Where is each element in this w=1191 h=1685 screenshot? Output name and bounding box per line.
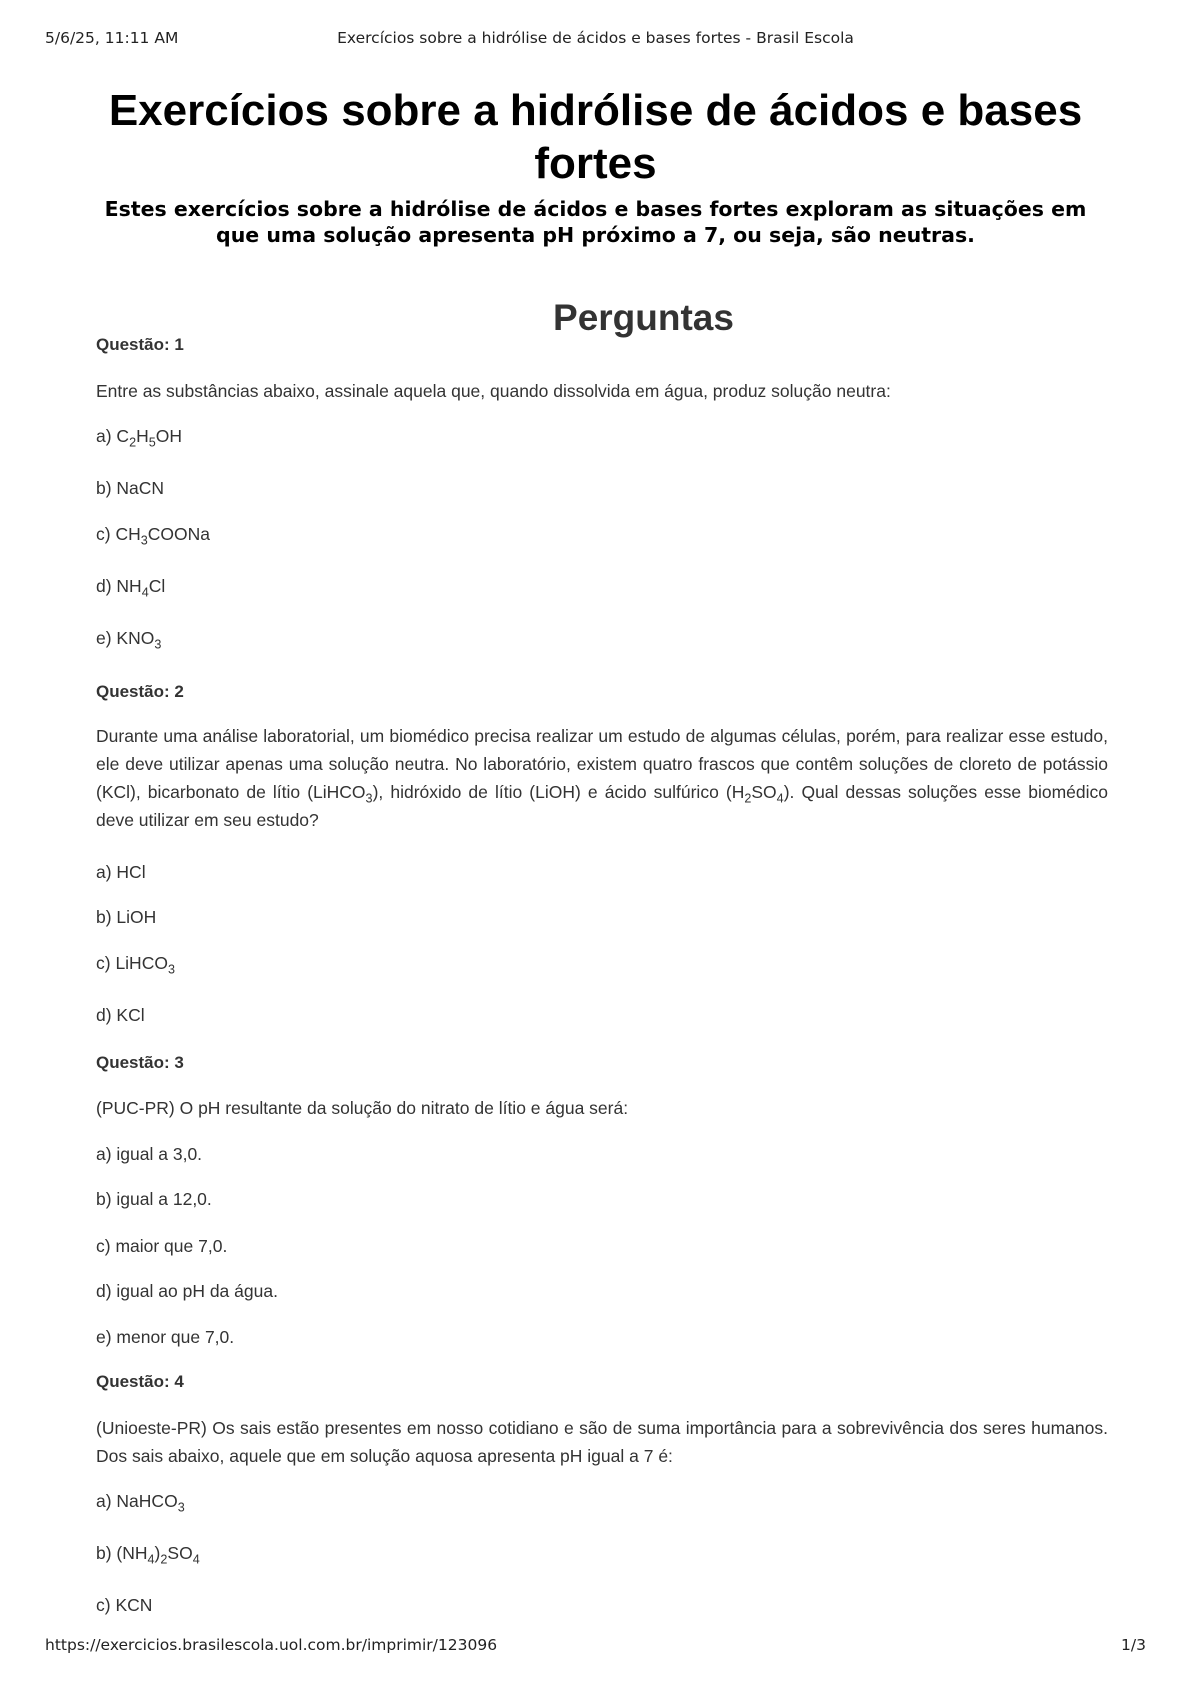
section-title-perguntas: Perguntas — [553, 297, 734, 338]
question-1-label: Questão: 1 — [96, 335, 184, 354]
question-1-text: Entre as substâncias abaixo, assinale aquela que, quando dissolvida em água, produz solução neutra: — [96, 381, 891, 401]
question-2-text: Durante uma análise laboratorial, um biomédico precisa realizar um estudo de algumas células, porém, para realizar esse estudo, ele deve utilizar apenas uma solução neutra. No laboratório, existem quatro frascos que contêm soluções de cloreto de potássio (KCl), bicarbonato de lítio (LiHCO$_3$), hidróxido de lítio (LiOH) e ácido sulfúrico $(H_2SO_4)$. Qual dessas soluções esse biomédico deve utilizar em seu estudo? — [96, 726, 1109, 830]
question-1-option-c: c) $CH_3COONa$ — [96, 524, 210, 548]
question-3-option-d: d) igual ao pH da água. — [96, 1281, 278, 1301]
print-header — [45, 29, 1146, 49]
question-4-option-a: a) NaHCO$_3$ — [96, 1491, 185, 1515]
print-page-number: 1/3 — [1121, 1636, 1146, 1654]
print-footer — [45, 1636, 1146, 1656]
subscript: 4 — [192, 1552, 200, 1567]
print-datetime: 5/6/25, 11:11 AM — [45, 29, 179, 47]
print-page-title: Exercícios sobre a hidrólise de ácidos e bases fortes - Brasil Escola — [337, 29, 854, 47]
print-url: https://exercicios.brasilescola.uol.com.br/imprimir/123096 — [45, 1636, 498, 1654]
question-3-label: Questão: 3 — [96, 1053, 184, 1072]
question-3-text: (PUC-PR) O pH resultante da solução do nitrato de lítio e água será: — [96, 1098, 629, 1118]
question-4-label: Questão: 4 — [96, 1372, 184, 1391]
subscript: 4 — [776, 791, 784, 806]
question-3-option-b: b) igual a 12,0. — [96, 1189, 212, 1209]
subscript: 2 — [744, 791, 752, 806]
subscript: 3 — [365, 791, 373, 806]
question-2-option-b: b) LiOH — [96, 907, 157, 927]
question-1-option-b: b) NaCN — [96, 478, 165, 498]
question-4-text: (Unioeste-PR) Os sais estão presentes em nosso cotidiano e são de suma importância para a sobrevivência dos seres humanos. Dos sais abaixo, aquele que em solução aquosa apresenta pH igual a 7 é: — [96, 1418, 1108, 1466]
subscript: 2 — [160, 1552, 168, 1567]
subscript: 3 — [140, 533, 148, 548]
subscript: 2 — [129, 435, 137, 450]
question-2-option-a: a) HCl — [96, 862, 146, 882]
article-subtitle: Estes exercícios sobre a hidrólise de ácidos e bases fortes exploram as situações em que uma solução apresenta pH próximo a 7, ou seja, são neutras. — [104, 197, 1087, 247]
question-1-option-e: e) $KNO_3$ — [96, 628, 162, 652]
question-3-option-a: a) igual a 3,0. — [96, 1144, 203, 1164]
subscript: 4 — [141, 585, 149, 600]
article-title: Exercícios sobre a hidrólise de ácidos e bases fortes — [108, 86, 1083, 188]
question-3-option-c: c) maior que 7,0. — [96, 1236, 228, 1256]
subscript: 5 — [148, 435, 156, 450]
question-2-option-c: c) LiHCO$_3$ — [96, 953, 175, 977]
question-2-option-d: d) KCl — [96, 1005, 145, 1025]
question-1-option-a: a) $C_2H_5OH$ — [96, 426, 182, 450]
question-3-option-e: e) menor que 7,0. — [96, 1327, 235, 1347]
subscript: 3 — [167, 962, 175, 977]
question-4-option-c: c) KCN — [96, 1595, 153, 1615]
question-4-option-b: b) $(NH_4)_2SO_4$ — [96, 1543, 200, 1567]
subscript: 3 — [177, 1500, 185, 1515]
subscript: 3 — [154, 637, 162, 652]
subscript: 4 — [147, 1552, 155, 1567]
question-2-label: Questão: 2 — [96, 682, 184, 701]
question-1-option-d: d) $NH_4Cl$ — [96, 576, 166, 600]
